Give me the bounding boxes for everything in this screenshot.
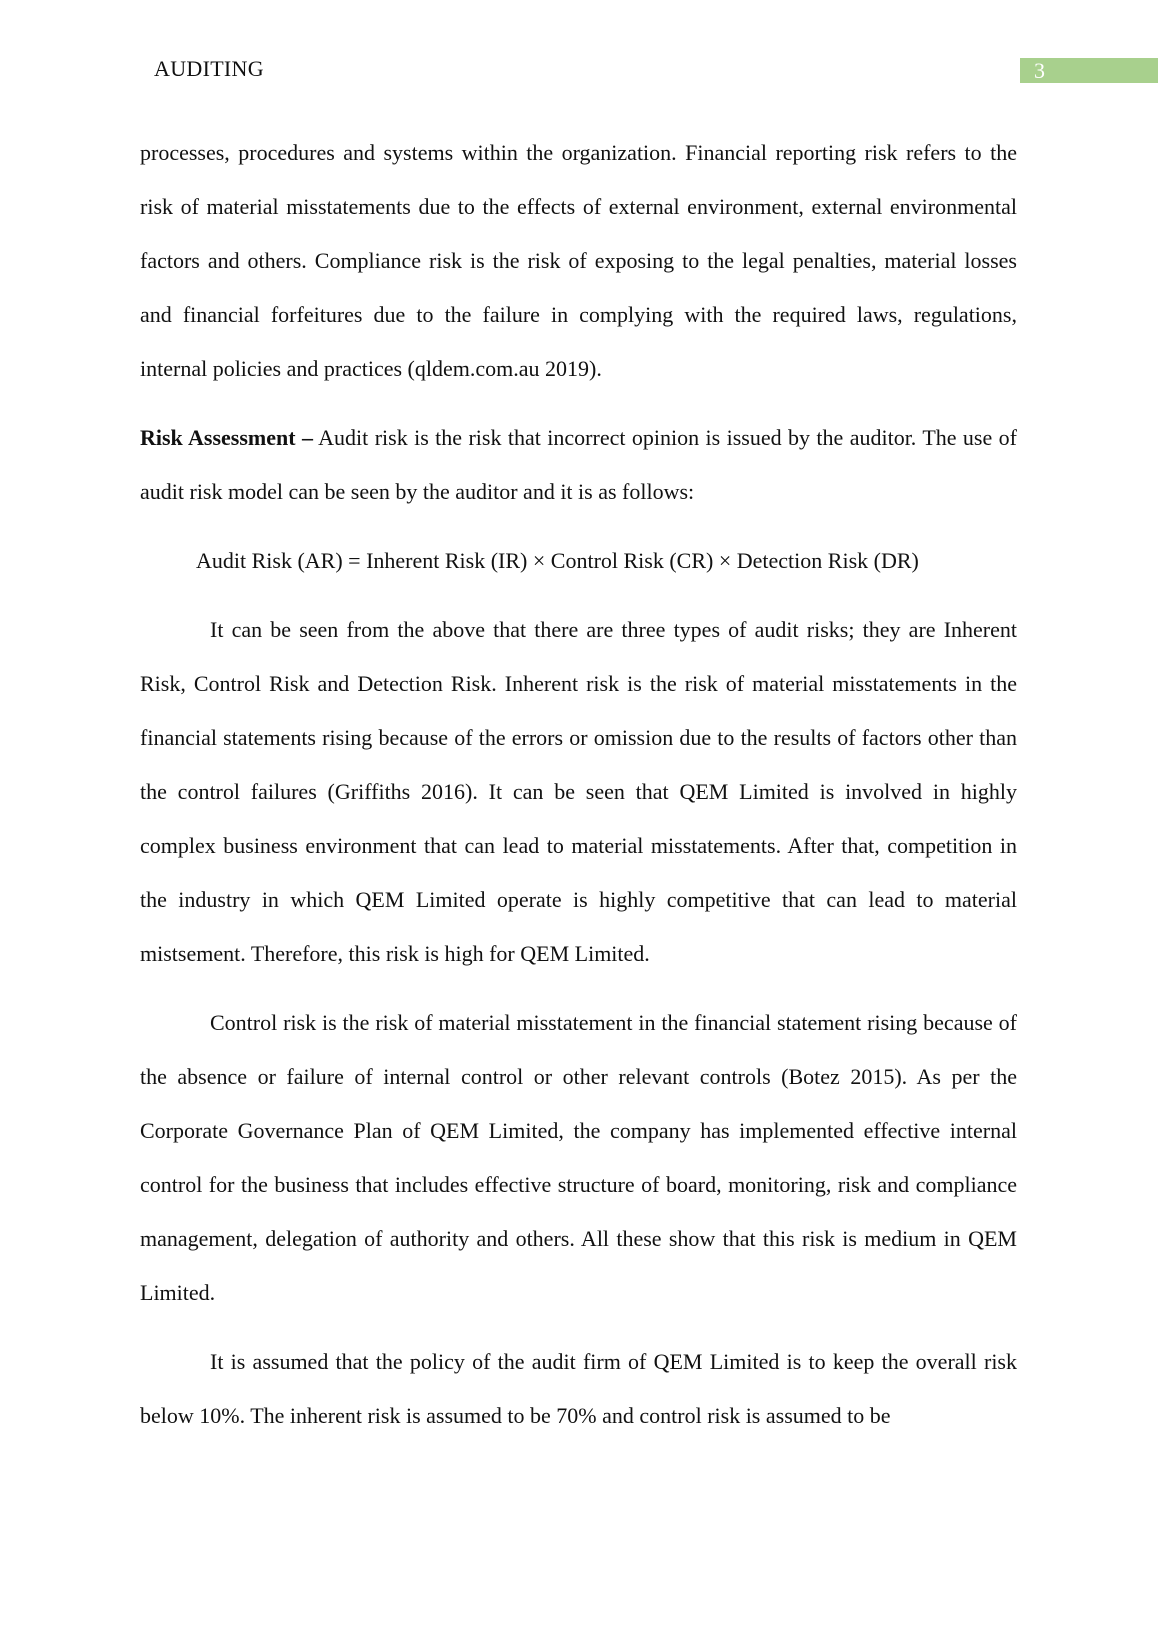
paragraph-assumptions: It is assumed that the policy of the audit firm of QEM Limited is to keep the overall risk below 10%. The inherent risk is assumed to be 70% and control risk is assumed to be: [140, 1349, 1017, 1428]
paragraph-risk-assessment: [140, 411, 1017, 519]
page-number: 3: [1034, 58, 1045, 83]
risk-assessment-text: Audit risk is the risk that incorrect opinion is issued by the auditor. The use of audit risk model can be seen by the auditor and it is as follows:: [140, 425, 1017, 504]
paragraph-control-risk: Control risk is the risk of material misstatement in the financial statement rising because of the absence or failure of internal control or other relevant controls (Botez 2015). As per the Corporate Governance Plan of QEM Limited, the company has implemented effective internal control for the business that includes effective structure of board, monitoring, risk and compliance management, delegation of authority and others. All these show that this risk is medium in QEM Limited.: [140, 1010, 1017, 1305]
page-number-box: [1020, 58, 1158, 83]
document-body: [140, 126, 1017, 1458]
paragraph-inherent-risk: It can be seen from the above that there are three types of audit risks; they are Inherent Risk, Control Risk and Detection Risk. Inherent risk is the risk of material misstatements in the financial statements rising because of the errors or omission due to the results of factors other than the control failures (Griffiths 2016). It can be seen that QEM Limited is involved in highly complex business environment that can lead to material misstatements. After that, competition in the industry in which QEM Limited operate is highly competitive that can lead to material mistsement. Therefore, this risk is high for QEM Limited.: [140, 617, 1017, 966]
header-title: AUDITING: [154, 56, 264, 81]
paragraph-risk-types: processes, procedures and systems within the organization. Financial reporting risk refers to the risk of material misstatements due to the effects of external environment, external environmental factors and others. Compliance risk is the risk of exposing to the legal penalties, material losses and financial forfeitures due to the failure in complying with the required laws, regulations, internal policies and practices (qldem.com.au 2019).: [140, 140, 1017, 381]
audit-risk-formula: Audit Risk (AR) = Inherent Risk (IR) × Control Risk (CR) × Detection Risk (DR): [196, 548, 919, 573]
risk-assessment-heading: Risk Assessment –: [140, 425, 313, 450]
